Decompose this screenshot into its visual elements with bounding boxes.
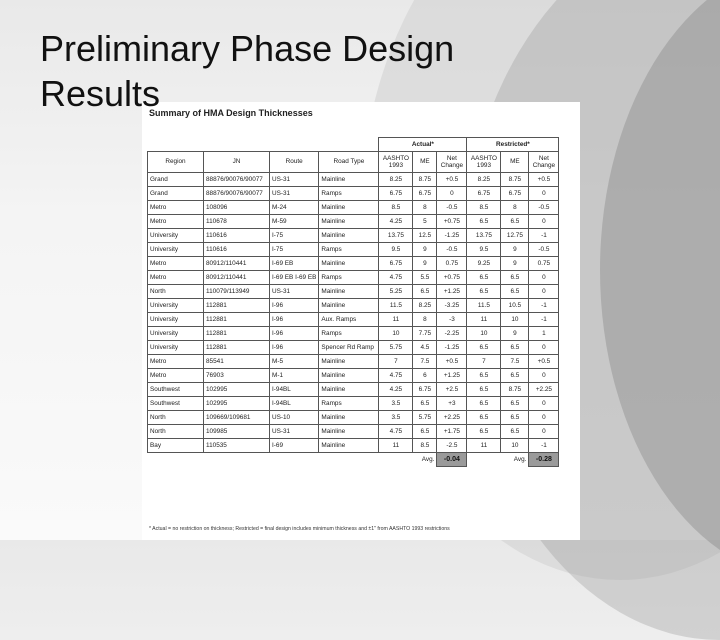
table-cell: I-75 (270, 228, 319, 242)
table-cell: 8.5 (379, 200, 413, 214)
table-cell: 5.75 (413, 410, 437, 424)
table-cell: 9.25 (467, 256, 501, 270)
table-cell: 10 (501, 438, 529, 452)
table-cell: 11 (379, 438, 413, 452)
average-label: Avg. (513, 455, 527, 463)
table-cell: -0.5 (529, 242, 559, 256)
table-cell: I-69 EB (270, 256, 319, 270)
table-cell: 112881 (204, 298, 270, 312)
table-cell: 3.5 (379, 396, 413, 410)
table-cell: Mainline (319, 172, 379, 186)
table-cell: +0.5 (437, 354, 467, 368)
table-cell: Spencer Rd Ramp (319, 340, 379, 354)
table-row (148, 410, 559, 424)
table-cell: Grand (148, 186, 204, 200)
table-cell: 10 (467, 326, 501, 340)
table-cell: Ramps (319, 396, 379, 410)
table-cell: -0.5 (437, 200, 467, 214)
table-cell: I-94BL (270, 382, 319, 396)
table-cell: Mainline (319, 256, 379, 270)
table-cell: 7.75 (413, 326, 437, 340)
table-cell: 8.25 (379, 172, 413, 186)
table-cell: Metro (148, 354, 204, 368)
table-cell: 6.5 (413, 396, 437, 410)
column-header: Road Type (319, 151, 379, 172)
column-header: Route (270, 151, 319, 172)
table-cell: 7.5 (501, 354, 529, 368)
table-cell: 4.75 (379, 424, 413, 438)
table-cell: 6.5 (467, 382, 501, 396)
table-cell: University (148, 340, 204, 354)
table-cell: 4.5 (413, 340, 437, 354)
table-cell: US-31 (270, 424, 319, 438)
table-cell: 7 (467, 354, 501, 368)
average-actual: -0.04 (437, 452, 467, 466)
table-cell: I-96 (270, 340, 319, 354)
table-cell: -3 (437, 312, 467, 326)
table-cell: 8.75 (413, 172, 437, 186)
table-cell: 0.75 (529, 256, 559, 270)
table-cell: Aux. Ramps (319, 312, 379, 326)
table-cell: 112881 (204, 326, 270, 340)
table-cell: 12.75 (501, 228, 529, 242)
table-cell: Ramps (319, 326, 379, 340)
table-cell: 6.5 (501, 284, 529, 298)
column-header-row (148, 151, 559, 172)
table-cell: 6.75 (379, 186, 413, 200)
table-cell: 110079/113949 (204, 284, 270, 298)
table-cell: 6 (413, 368, 437, 382)
table-cell: 6.5 (501, 410, 529, 424)
table-cell: 6.75 (413, 186, 437, 200)
table-cell: 6.5 (501, 424, 529, 438)
table-cell: I-69 (270, 438, 319, 452)
table-cell: 6.75 (379, 256, 413, 270)
table-cell: 6.5 (501, 368, 529, 382)
table-cell: 4.25 (379, 214, 413, 228)
table-cell: 8 (413, 312, 437, 326)
table-cell: 109669/109681 (204, 410, 270, 424)
table-cell: 11 (379, 312, 413, 326)
table-cell: -1 (529, 438, 559, 452)
average-restricted: -0.28 (529, 452, 559, 466)
table-row (148, 396, 559, 410)
table-cell: 11 (467, 312, 501, 326)
table-cell: Southwest (148, 396, 204, 410)
table-cell: 0 (529, 424, 559, 438)
table-cell: -1 (529, 298, 559, 312)
table-cell: 85541 (204, 354, 270, 368)
table-cell: I-75 (270, 242, 319, 256)
table-cell: 6.5 (467, 424, 501, 438)
table-cell: +0.75 (437, 214, 467, 228)
table-cell: 1 (529, 326, 559, 340)
table-cell: University (148, 312, 204, 326)
table-cell: 11.5 (467, 298, 501, 312)
table-cell: 6.75 (467, 186, 501, 200)
table-cell: 6.5 (501, 340, 529, 354)
table-cell: 88876/90076/90077 (204, 172, 270, 186)
table-cell: US-10 (270, 410, 319, 424)
table-row (148, 228, 559, 242)
table-cell: 7.5 (413, 354, 437, 368)
table-cell: 6.75 (501, 186, 529, 200)
column-header: Region (148, 151, 204, 172)
table-cell: M-24 (270, 200, 319, 214)
table-cell: -1 (529, 228, 559, 242)
table-cell: 80912/110441 (204, 270, 270, 284)
column-header: JN (204, 151, 270, 172)
table-row (148, 340, 559, 354)
table-cell: Mainline (319, 284, 379, 298)
table-cell: +2.25 (437, 410, 467, 424)
table-cell: 5.75 (379, 340, 413, 354)
table-cell: 110535 (204, 438, 270, 452)
table-cell: Ramps (319, 186, 379, 200)
table-cell: -2.5 (437, 438, 467, 452)
table-cell: +0.5 (529, 172, 559, 186)
table-cell: 5.5 (413, 270, 437, 284)
table-cell: 4.75 (379, 368, 413, 382)
table-cell: +0.5 (529, 354, 559, 368)
table-cell: Mainline (319, 424, 379, 438)
table-row (148, 256, 559, 270)
column-header: AASHTO 1993 (379, 151, 413, 172)
table-cell: 76903 (204, 368, 270, 382)
table-cell: +1.25 (437, 284, 467, 298)
table-cell: 5 (413, 214, 437, 228)
table-cell: Mainline (319, 438, 379, 452)
column-header: AASHTO 1993 (467, 151, 501, 172)
table-cell: 6.5 (467, 214, 501, 228)
table-row (148, 172, 559, 186)
table-cell: 3.5 (379, 410, 413, 424)
table-cell: 7 (379, 354, 413, 368)
table-cell: 9.5 (379, 242, 413, 256)
average-label: Avg. (421, 455, 435, 463)
table-cell: 108096 (204, 200, 270, 214)
table-cell: 12.5 (413, 228, 437, 242)
table-cell: 0 (529, 214, 559, 228)
table-cell: Metro (148, 200, 204, 214)
table-cell: 110616 (204, 242, 270, 256)
table-cell: I-69 EB I-69 EB (270, 270, 319, 284)
table-cell: Mainline (319, 214, 379, 228)
table-cell: 8.5 (467, 200, 501, 214)
table-cell: 102995 (204, 396, 270, 410)
table-cell: 6.5 (413, 424, 437, 438)
table-row (148, 270, 559, 284)
table-cell: +2.5 (437, 382, 467, 396)
table-cell: 110678 (204, 214, 270, 228)
table-cell: 13.75 (467, 228, 501, 242)
table-cell: 0 (529, 186, 559, 200)
table-cell: 9 (501, 326, 529, 340)
table-cell: University (148, 298, 204, 312)
table-cell: 0 (529, 270, 559, 284)
table-cell: 8 (413, 200, 437, 214)
table-cell: 6.5 (501, 214, 529, 228)
table-cell: M-1 (270, 368, 319, 382)
table-cell: -1.25 (437, 340, 467, 354)
table-row (148, 214, 559, 228)
table-cell: Southwest (148, 382, 204, 396)
table-cell: +1.75 (437, 424, 467, 438)
table-row (148, 368, 559, 382)
table-cell: 0 (529, 410, 559, 424)
table-row (148, 186, 559, 200)
table-cell: 10 (501, 312, 529, 326)
table-cell: +3 (437, 396, 467, 410)
table-image (142, 102, 580, 540)
table-cell: University (148, 326, 204, 340)
table-cell: I-94BL (270, 396, 319, 410)
table-cell: 0.75 (437, 256, 467, 270)
table-cell: 112881 (204, 340, 270, 354)
table-cell: 9.5 (467, 242, 501, 256)
table-cell: 109985 (204, 424, 270, 438)
table-cell: 6.5 (467, 340, 501, 354)
table-cell: 0 (529, 284, 559, 298)
table-cell: -0.5 (529, 200, 559, 214)
table-cell: 0 (437, 186, 467, 200)
table-row (148, 200, 559, 214)
table-cell: 6.75 (413, 382, 437, 396)
table-cell: 6.5 (467, 410, 501, 424)
column-header: ME (501, 151, 529, 172)
table-cell: 9 (413, 242, 437, 256)
table-cell: I-96 (270, 298, 319, 312)
table-cell: 8.75 (501, 382, 529, 396)
footnote: * Actual = no restriction on thickness; Restricted = final design includes minimum thickness and ±1" from AASHTO 1993 restrictions (149, 526, 450, 532)
table-cell: 112881 (204, 312, 270, 326)
table-cell: +1.25 (437, 368, 467, 382)
table-cell: +2.25 (529, 382, 559, 396)
table-cell: -2.25 (437, 326, 467, 340)
table-cell: -0.5 (437, 242, 467, 256)
table-cell: 10.5 (501, 298, 529, 312)
table-cell: University (148, 242, 204, 256)
table-row (148, 312, 559, 326)
table-cell: 8.75 (501, 172, 529, 186)
table-cell: 80912/110441 (204, 256, 270, 270)
table-cell: -1 (529, 312, 559, 326)
table-cell: Ramps (319, 242, 379, 256)
table-cell: Ramps (319, 270, 379, 284)
table-cell: 4.75 (379, 270, 413, 284)
table-row (148, 354, 559, 368)
table-cell: 11.5 (379, 298, 413, 312)
table-cell: Mainline (319, 368, 379, 382)
table-row (148, 284, 559, 298)
table-cell: 6.5 (413, 284, 437, 298)
table-cell: University (148, 228, 204, 242)
table-cell: 5.25 (379, 284, 413, 298)
table-cell: Mainline (319, 354, 379, 368)
table-cell: Bay (148, 438, 204, 452)
table-cell: Metro (148, 214, 204, 228)
table-cell: North (148, 284, 204, 298)
column-header: Net Change (437, 151, 467, 172)
table-cell: US-31 (270, 186, 319, 200)
table-cell: Mainline (319, 382, 379, 396)
table-row (148, 382, 559, 396)
table-cell: 6.5 (467, 368, 501, 382)
table-cell: Mainline (319, 228, 379, 242)
table-cell: 9 (501, 256, 529, 270)
table-title: Summary of HMA Design Thicknesses (149, 108, 313, 118)
table-cell: 0 (529, 340, 559, 354)
table-cell: -1.25 (437, 228, 467, 242)
table-cell: 8.25 (413, 298, 437, 312)
table-cell: Metro (148, 368, 204, 382)
table-cell: 9 (413, 256, 437, 270)
table-cell: Mainline (319, 298, 379, 312)
table-cell: +0.5 (437, 172, 467, 186)
table-cell: 6.5 (467, 396, 501, 410)
table-cell: US-31 (270, 284, 319, 298)
column-header: ME (413, 151, 437, 172)
table-cell: -3.25 (437, 298, 467, 312)
table-row (148, 242, 559, 256)
table-cell: 6.5 (501, 270, 529, 284)
table-cell: Metro (148, 270, 204, 284)
table-cell: 9 (501, 242, 529, 256)
table-cell: 10 (379, 326, 413, 340)
table-cell: 102995 (204, 382, 270, 396)
table-cell: I-96 (270, 326, 319, 340)
table-cell: Mainline (319, 200, 379, 214)
table-cell: US-31 (270, 172, 319, 186)
table-row (148, 298, 559, 312)
table-cell: 8.5 (413, 438, 437, 452)
design-thickness-table (147, 137, 559, 467)
group-header-restricted: Restricted* (467, 138, 559, 152)
table-row (148, 326, 559, 340)
table-cell: Mainline (319, 410, 379, 424)
table-cell: 6.5 (467, 284, 501, 298)
column-header: Net Change (529, 151, 559, 172)
table-row (148, 424, 559, 438)
table-cell: 0 (529, 368, 559, 382)
table-cell: 8 (501, 200, 529, 214)
group-header-actual: Actual* (379, 138, 467, 152)
table-cell: 6.5 (467, 270, 501, 284)
table-cell: M-59 (270, 214, 319, 228)
slide-title: Preliminary Phase Design Results (40, 28, 455, 114)
table-cell: Metro (148, 256, 204, 270)
table-cell: Grand (148, 172, 204, 186)
table-cell: I-96 (270, 312, 319, 326)
table-cell: 88876/90076/90077 (204, 186, 270, 200)
table-cell: North (148, 410, 204, 424)
table-cell: 13.75 (379, 228, 413, 242)
table-cell: M-5 (270, 354, 319, 368)
table-cell: 110616 (204, 228, 270, 242)
table-cell: North (148, 424, 204, 438)
table-cell: 4.25 (379, 382, 413, 396)
table-row (148, 438, 559, 452)
table-cell: 11 (467, 438, 501, 452)
table-cell: 0 (529, 396, 559, 410)
table-cell: 8.25 (467, 172, 501, 186)
table-cell: 6.5 (501, 396, 529, 410)
table-cell: +0.75 (437, 270, 467, 284)
